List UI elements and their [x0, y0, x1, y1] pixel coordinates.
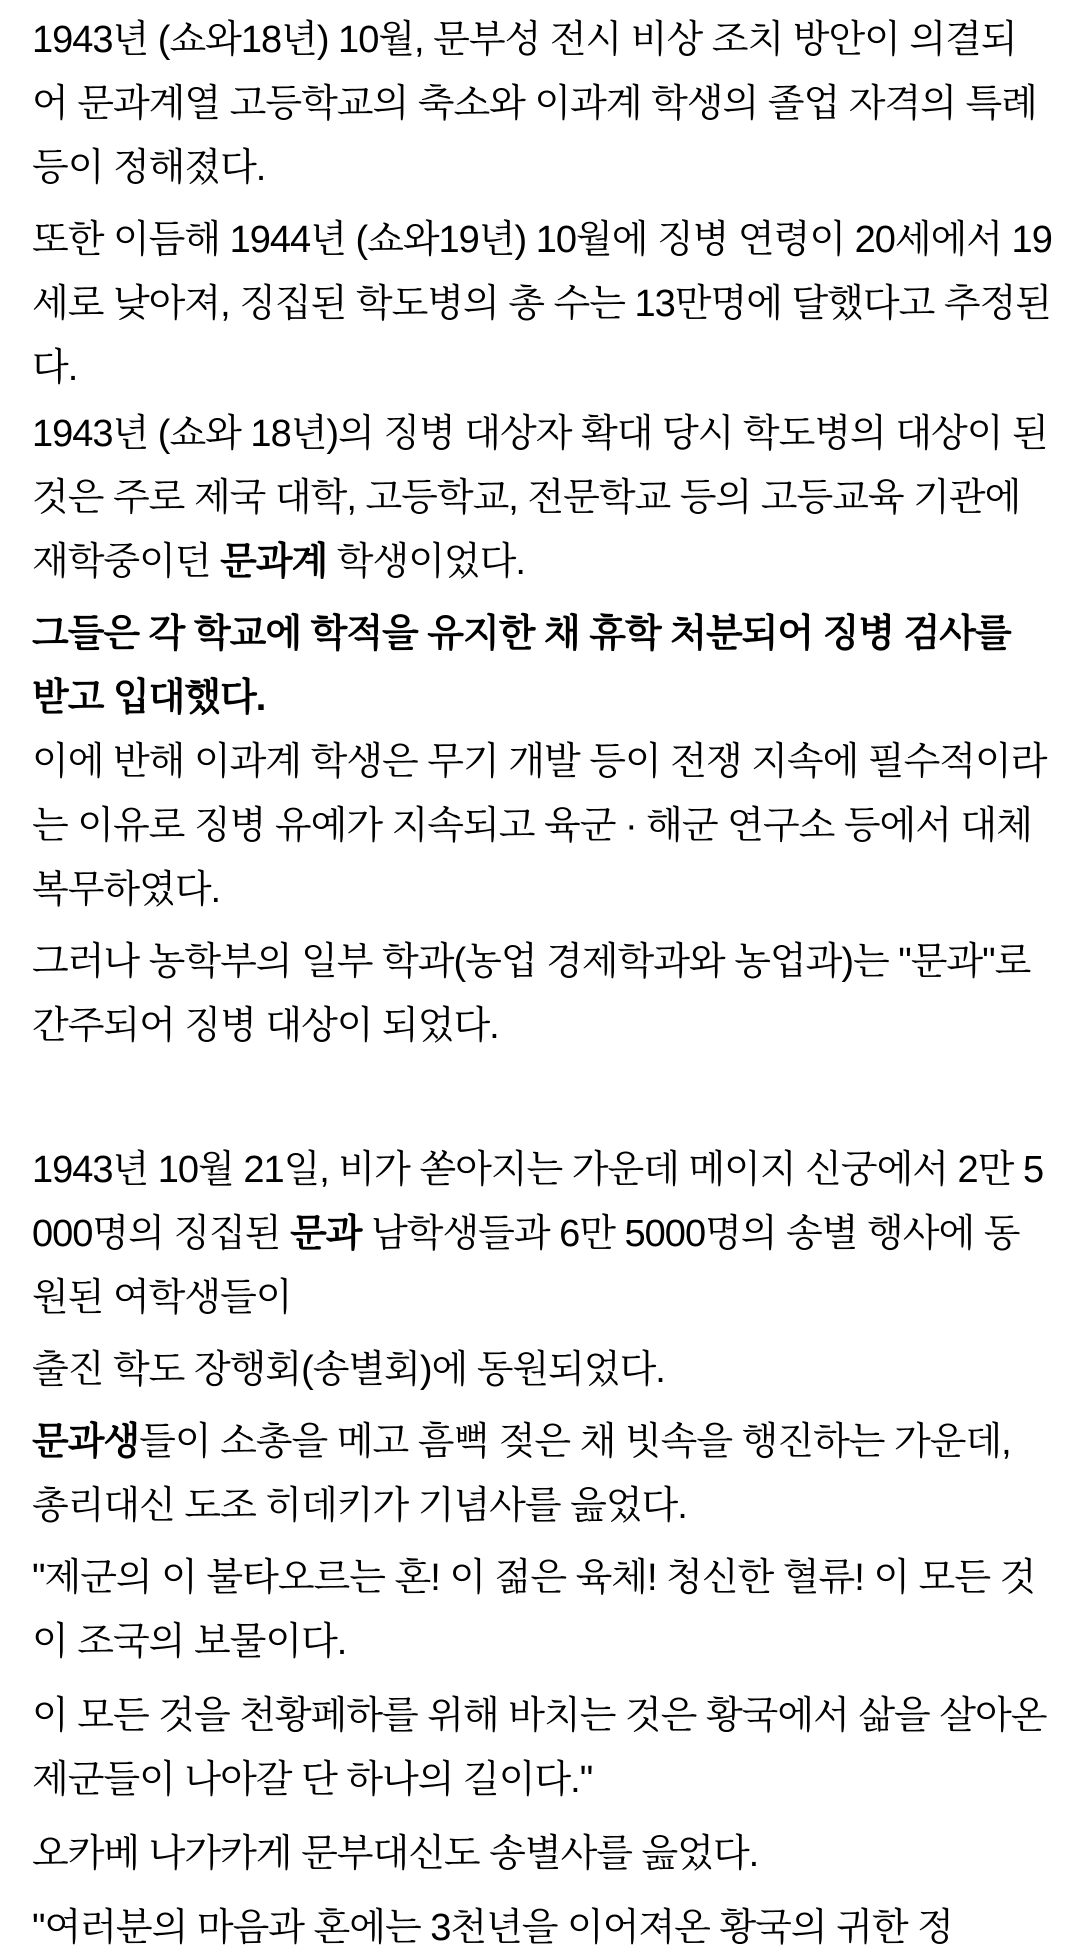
text-segment: 이 모든 것을 천황페하를 위해 바치는 것은 황국에서 삶을 살아온 제군들이 나아갈 단 하나의 길이다.": [32, 1695, 1047, 1801]
paragraph-11: [32, 1684, 1052, 1812]
text-segment-bold: 그들은 각 학교에 학적을 유지한 채 휴학 처분되어 징병 검사를 받고 입대했다.: [32, 613, 1011, 719]
text-segment: "제군의 이 불타오르는 혼! 이 젊은 육체! 청신한 혈류! 이 모든 것이 조국의 보물이다.: [32, 1557, 1036, 1663]
text-segment: 오카베 나가카게 문부대신도 송별사를 읊었다.: [32, 1833, 759, 1875]
paragraph-1: [32, 8, 1052, 200]
paragraph-12: [32, 1822, 1052, 1886]
paragraph-7: [32, 1138, 1052, 1330]
text-segment: 또한 이듬해 1944년 (쇼와19년) 10월에 징병 연령이 20세에서 19세로 낮아져, 징집된 학도병의 총 수는 13만명에 달했다고 추정된다.: [32, 219, 1052, 389]
paragraph-3: [32, 402, 1052, 594]
paragraph-2: [32, 208, 1052, 400]
text-segment: 이에 반해 이과계 학생은 무기 개발 등이 전쟁 지속에 필수적이라는 이유로 징병 유예가 지속되고 육군 · 해군 연구소 등에서 대체복무하였다.: [32, 741, 1047, 911]
text-segment-bold: 문과계: [220, 541, 328, 583]
paragraph-8: [32, 1338, 1052, 1402]
text-segment-bold: 문과: [290, 1213, 362, 1255]
text-segment: 그러나 농학부의 일부 학과(농업 경제학과와 농업과)는 "문과"로 간주되어 징병 대상이 되었다.: [32, 941, 1031, 1047]
text-segment: 출진 학도 장행회(송별회)에 동원되었다.: [32, 1349, 665, 1391]
paragraph-10: [32, 1546, 1052, 1674]
paragraph-13: [32, 1896, 1052, 1960]
paragraph-4: [32, 602, 1052, 730]
text-segment: 1943년 (쇼와18년) 10월, 문부성 전시 비상 조치 방안이 의결되어 문과계열 고등학교의 축소와 이과계 학생의 졸업 자격의 특례 등이 정해졌다.: [32, 19, 1037, 189]
paragraph-9: [32, 1410, 1052, 1538]
paragraph-6: [32, 930, 1052, 1058]
text-segment: 남학생들과 6만 5000명의 송별 행사에 동원된 여학생들이: [32, 1213, 1020, 1319]
text-segment: 1943년 (쇼와 18년)의 징병 대상자 확대 당시 학도병의 대상이 된 것은 주로 제국 대학, 고등학교, 전문학교 등의 고등교육 기관에 재학중이던: [32, 413, 1048, 583]
text-segment: 학생이었다.: [327, 541, 525, 583]
text-segment: 들이 소총을 메고 흠뻑 젖은 채 빗속을 행진하는 가운데, 총리대신 도조 히데키가 기념사를 읊었다.: [32, 1421, 1011, 1527]
text-segment: 1943년 10월 21일, 비가 쏟아지는 가운데 메이지 신궁에서 2만 5000명의 징집된: [32, 1149, 1044, 1255]
paragraph-5: [32, 730, 1052, 922]
text-segment-bold: 문과생: [32, 1421, 140, 1463]
text-segment: "여러분의 마음과 혼에는 3천년을 이어져온 황국의 귀한 정: [32, 1907, 953, 1949]
